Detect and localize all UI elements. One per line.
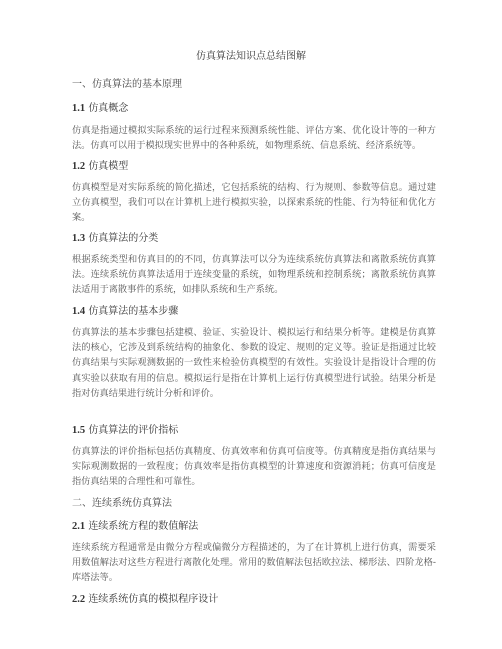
paragraph: 仿真是指通过模拟实际系统的运行过程来预测系统性能、评估方案、优化设计等的一种方法。仿真可以用于模拟现实世界中的各种系统，如物理系统、信息系统、经济系统等。 <box>72 125 436 152</box>
subsection-title: 仿真算法的基本步骤 <box>88 306 179 317</box>
paragraph: 根据系统类型和仿真目的的不同，仿真算法可以分为连续系统仿真算法和离散系统仿真算法。连续系统仿真算法适用于连续变量的系统，如物理系统和控制系统；离散系统仿真算法适用于离散事件的系统，如排队系统和生产系统。 <box>72 254 436 296</box>
subsection-number: 1.2 <box>72 161 86 172</box>
subsection-title: 仿真模型 <box>88 161 129 172</box>
subsection-heading <box>72 232 436 246</box>
subsection-heading <box>72 305 436 319</box>
subsection-title: 仿真算法的评价指标 <box>88 425 179 436</box>
section-heading: 二、连续系统仿真算法 <box>72 498 172 509</box>
section-heading: 一、仿真算法的基本原理 <box>72 79 182 90</box>
paragraph: 仿真算法的基本步骤包括建模、验证、实验设计、模拟运行和结果分析等。建模是仿真算法的核心，它涉及到系统结构的抽象化、参数的设定、规则的定义等。验证是指通过比较仿真结果与实际观测数据的一致性来检验仿真模型的有效性。实验设计是指设计合理的仿真实验以获取有用的信息。模拟运行是指在计算机上运行仿真模型进行试验。结果分析是指对仿真结果进行统计分析和评价。 <box>72 327 436 399</box>
subsection-heading <box>72 160 436 174</box>
subsection-title: 连续系统方程的数值解法 <box>88 521 199 532</box>
subsection-number: 2.2 <box>72 594 86 605</box>
subsection-number: 2.1 <box>72 521 86 532</box>
subsection-heading <box>72 424 436 438</box>
paragraph: 仿真模型是对实际系统的简化描述，它包括系统的结构、行为规则、参数等信息。通过建立仿真模型，我们可以在计算机上进行模拟实验，以探索系统的性能、行为特征和优化方案。 <box>72 182 436 224</box>
subsection-number: 1.4 <box>72 306 86 317</box>
subsection-heading <box>72 593 436 607</box>
subsection-number: 1.5 <box>72 425 86 436</box>
subsection-title: 仿真算法的分类 <box>88 233 159 244</box>
subsection-heading <box>72 520 436 534</box>
paragraph: 仿真算法的评价指标包括仿真精度、仿真效率和仿真可信度等。仿真精度是指仿真结果与实际观测数据的一致程度；仿真效率是指仿真模型的计算速度和资源消耗；仿真可信度是指仿真结果的合理性和可靠性。 <box>72 446 436 488</box>
paragraph: 连续系统方程通常是由微分方程或偏微分方程描述的，为了在计算机上进行仿真，需要采用数值解法对这些方程进行离散化处理。常用的数值解法包括欧拉法、梯形法、四阶龙格-库塔法等。 <box>72 542 436 584</box>
subsection-number: 1.3 <box>72 233 86 244</box>
subsection-title: 连续系统仿真的模拟程序设计 <box>88 594 219 605</box>
document-title: 仿真算法知识点总结图解 <box>196 51 306 62</box>
subsection-heading <box>72 102 436 116</box>
subsection-number: 1.1 <box>72 103 86 114</box>
subsection-title: 仿真概念 <box>88 103 129 114</box>
